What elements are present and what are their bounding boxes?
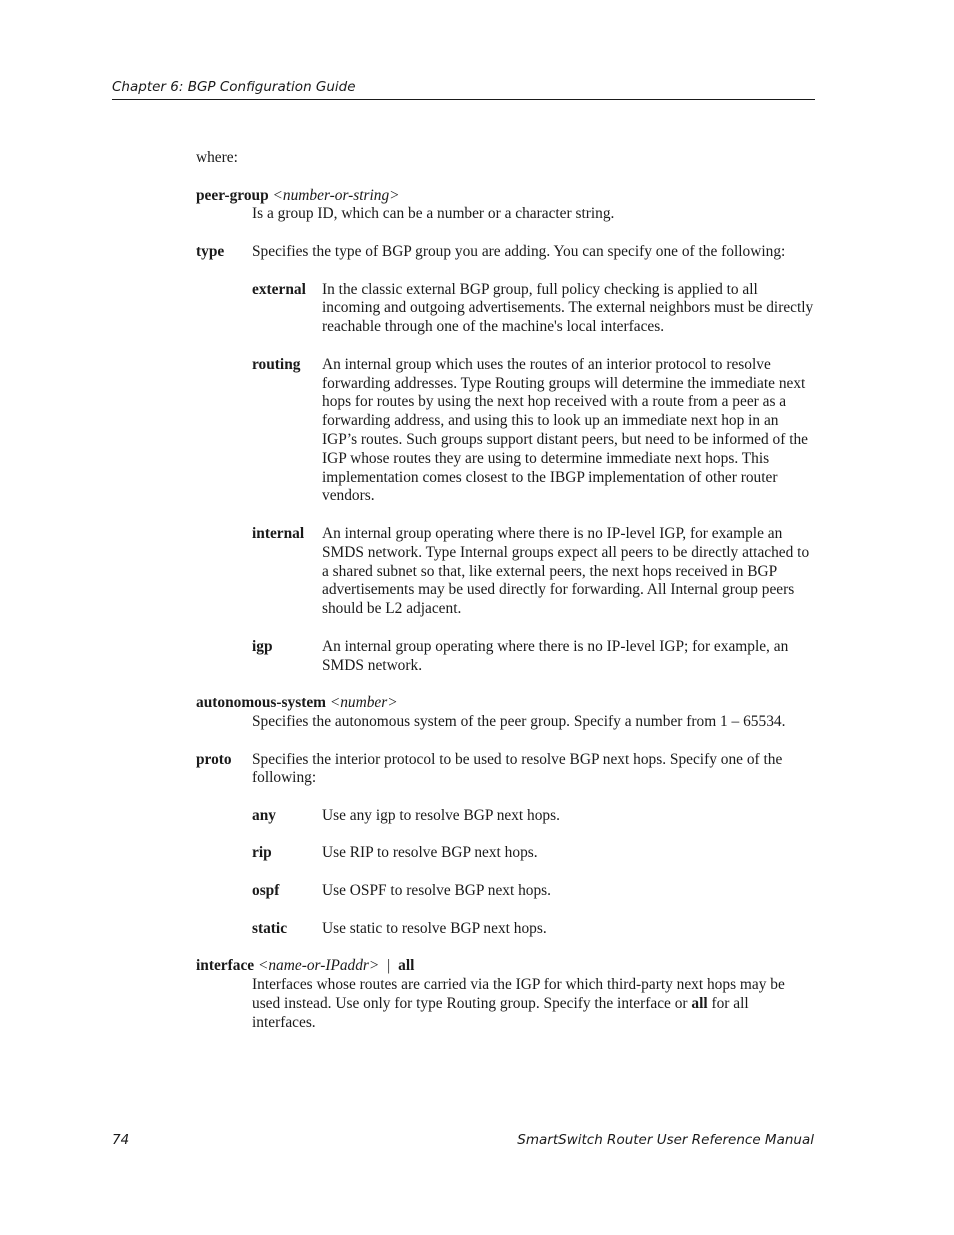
- peer-group-arg: <number-or-string>: [272, 186, 400, 204]
- where-label: where:: [196, 149, 238, 166]
- type-entry: [196, 243, 816, 262]
- option-term: routing: [252, 355, 301, 373]
- interface-term: interface: [196, 957, 255, 975]
- proto-option-ospf: [252, 882, 816, 901]
- proto-option-rip: [252, 844, 816, 863]
- option-term: ospf: [252, 882, 280, 900]
- autonomous-system-term: autonomous-system: [196, 694, 326, 712]
- option-term: rip: [252, 844, 272, 862]
- option-desc: Use any igp to resolve BGP next hops.: [322, 806, 560, 824]
- type-option-routing: [252, 356, 816, 506]
- option-desc: An internal group operating where there is no IP-level IGP, for example an SMDS network. Type Internal groups expect all peers to be directly attached to a shared subnet so that, like external peers, the next hops received in BGP advertisements may be used directly for forwarding. All Internal group peers should be L2 adjacent.: [322, 524, 810, 618]
- option-desc: An internal group which uses the routes of an interior protocol to resolve forwarding addresses. Type Routing groups will determine the immediate next hops for routes by using the next hop received with a route from a peer as a forwarding address, and using this to look up an immediate next hop in an IGP’s routes. Such groups support distant peers, but need to be informed of the IGP whose routes they are using to determine immediate next hops. This implementation comes closest to the IBGP implementation of other router vendors.: [322, 355, 809, 505]
- interface-desc-prefix: Interfaces whose routes are carried via the IGP for which third-party next hops may be used instead. Use only for type Routing group. Specify the interface or: [252, 976, 785, 1012]
- manual-title: SmartSwitch Router User Reference Manual: [517, 1132, 814, 1148]
- peer-group-desc: Is a group ID, which can be a number or a character string.: [252, 205, 615, 223]
- peer-group-term: peer-group: [196, 186, 269, 204]
- document-body: [196, 149, 816, 1032]
- option-desc: Use RIP to resolve BGP next hops.: [322, 844, 538, 862]
- option-desc: An internal group operating where there is no IP-level IGP; for example, an SMDS network.: [322, 637, 789, 674]
- type-desc: Specifies the type of BGP group you are adding. You can specify one of the following:: [252, 242, 786, 260]
- proto-desc: Specifies the interior protocol to be used to resolve BGP next hops. Specify one of the following:: [252, 750, 783, 787]
- option-desc: Use static to resolve BGP next hops.: [322, 919, 547, 937]
- type-option-igp: [252, 638, 816, 676]
- proto-entry: [196, 751, 816, 789]
- interface-arg: <name-or-IPaddr>: [257, 957, 380, 975]
- option-desc: Use OSPF to resolve BGP next hops.: [322, 882, 552, 900]
- type-option-internal: [252, 525, 816, 619]
- interface-all: all: [398, 957, 415, 975]
- autonomous-system-arg: <number>: [329, 694, 398, 712]
- interface-desc-suffix: for all interfaces.: [252, 994, 749, 1031]
- option-term: igp: [252, 637, 273, 655]
- option-term: static: [252, 919, 288, 937]
- type-term: type: [196, 242, 225, 260]
- option-term: internal: [252, 524, 305, 542]
- autonomous-system-heading: [196, 694, 816, 713]
- option-desc: In the classic external BGP group, full policy checking is applied to all incoming and outgoing advertisements. The external neighbors must be directly reachable through one of the machine's local interfaces.: [322, 280, 814, 336]
- interface-desc-all: all: [691, 994, 708, 1012]
- interface-desc: [196, 976, 816, 1032]
- proto-option-any: [252, 807, 816, 826]
- proto-option-static: [252, 920, 816, 939]
- page-number: 74: [112, 1132, 130, 1148]
- peer-group-heading: [196, 187, 816, 206]
- option-term: external: [252, 280, 306, 298]
- autonomous-system-desc: Specifies the autonomous system of the peer group. Specify a number from 1 – 65534.: [252, 712, 786, 730]
- interface-heading: [196, 957, 816, 976]
- chapter-header: Chapter 6: BGP Configuration Guide: [112, 79, 815, 100]
- type-option-external: [252, 281, 816, 337]
- interface-separator: |: [387, 957, 391, 975]
- proto-term: proto: [196, 750, 232, 768]
- option-term: any: [252, 806, 276, 824]
